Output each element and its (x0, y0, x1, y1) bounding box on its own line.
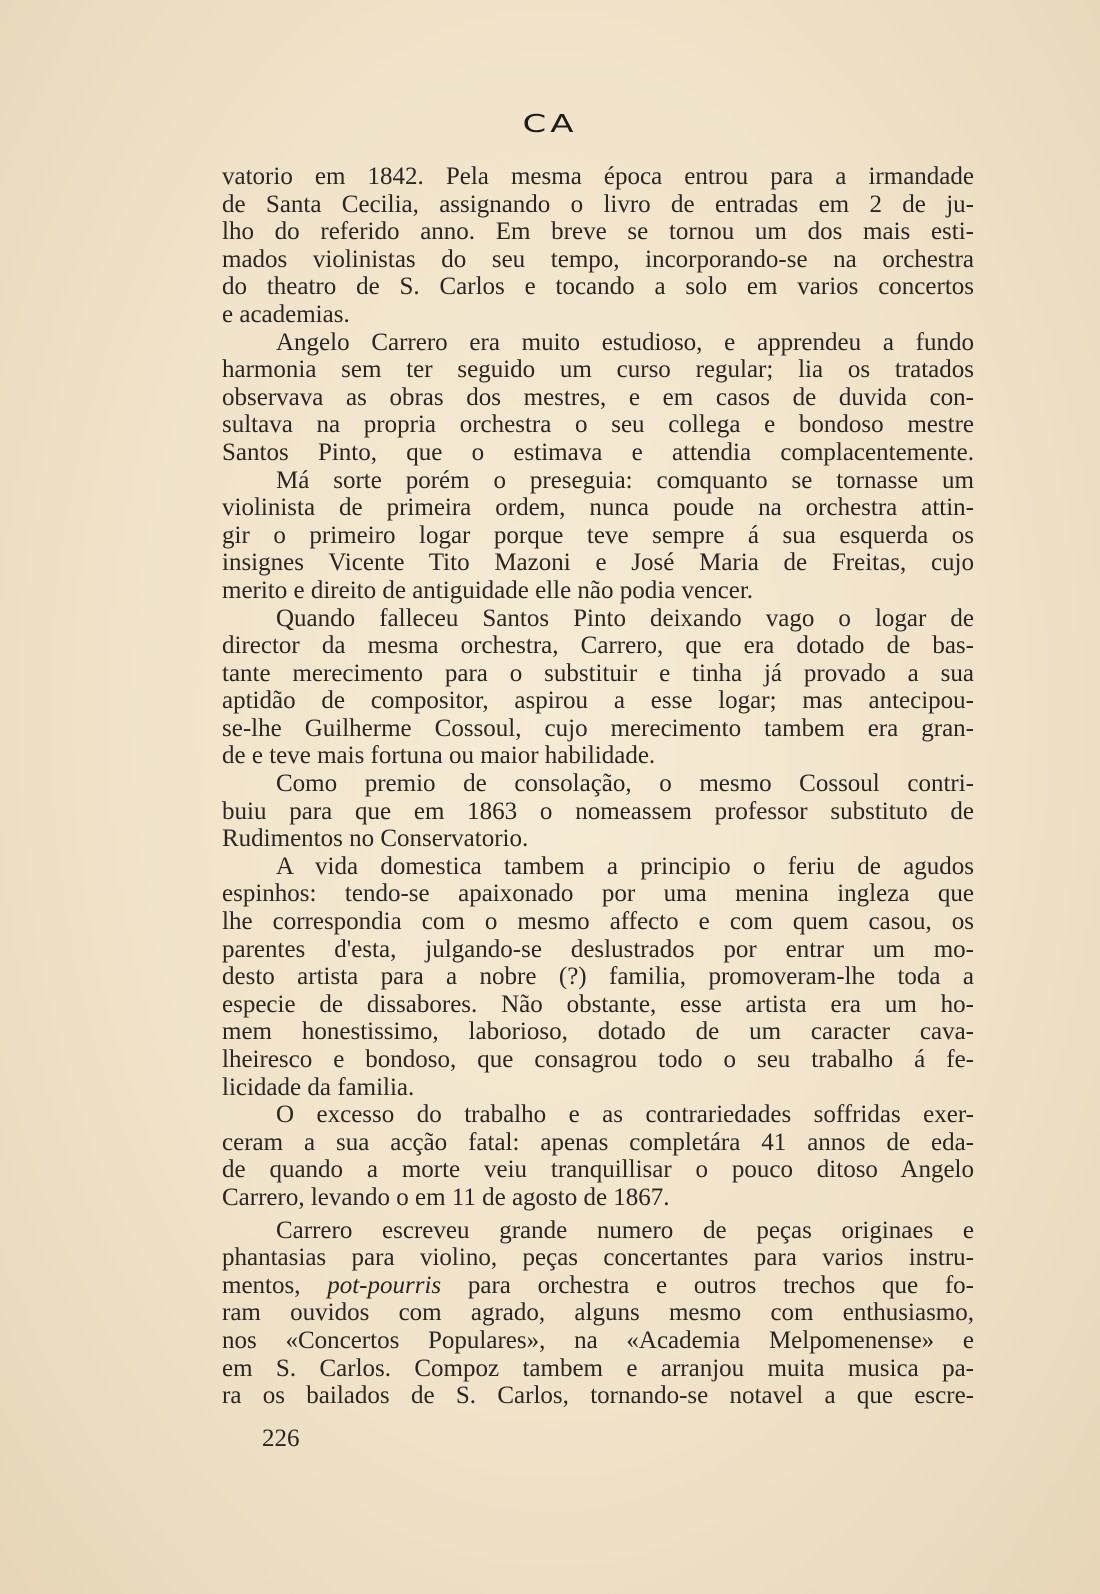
text-line: director da mesma orchestra, Carrero, que era dotado de bas- (222, 632, 974, 660)
text-line: harmonia sem ter seguido um curso regular; lia os tratados (222, 356, 974, 384)
text-line: insignes Vicente Tito Mazoni e José Maria de Freitas, cujo (222, 549, 974, 577)
text-line: e academias. (222, 300, 350, 328)
text-line: de quando a morte veiu tranquillisar o pouco ditoso Angelo (222, 1156, 974, 1184)
text-line: A vida domestica tambem a principio o feriu de agudos (276, 852, 974, 880)
text-line: Quando falleceu Santos Pinto deixando vago o logar de (276, 604, 974, 632)
text-line: em S. Carlos. Compoz tambem e arranjou muita musica pa- (222, 1354, 974, 1382)
page-number: 226 (262, 1425, 300, 1452)
text-line: desto artista para a nobre (?) familia, promoveram-lhe toda a (222, 963, 974, 991)
text-line: ra os bailados de S. Carlos, tornando-se notavel a que escre- (222, 1382, 974, 1410)
text-line: de e teve mais fortuna ou maior habilidade. (222, 742, 656, 770)
text-line: espinhos: tendo-se apaixonado por uma menina ingleza que (222, 880, 974, 908)
text-line: observava as obras dos mestres, e em casos de duvida con- (222, 383, 974, 411)
text-line: lhe correspondia com o mesmo affecto e com quem casou, os (222, 908, 974, 936)
text-line: lho do referido anno. Em breve se tornou um dos mais esti- (222, 218, 974, 246)
text-line: mados violinistas do seu tempo, incorporando-se na orchestra (222, 245, 974, 273)
text-line: vatorio em 1842. Pela mesma época entrou para a irmandade (222, 163, 974, 190)
text-line: aptidão de compositor, aspirou a esse logar; mas antecipou- (222, 687, 974, 715)
text-line: phantasias para violino, peças concertantes para varios instru- (222, 1244, 974, 1272)
text-line: Rudimentos no Conservatorio. (222, 825, 529, 853)
text-line: se-lhe Guilherme Cossoul, cujo merecimento tambem era gran- (222, 714, 974, 742)
text-line: Má sorte porém o preseguia: comquanto se tornasse um (276, 466, 974, 494)
text-line: Angelo Carrero era muito estudioso, e apprendeu a fundo (276, 328, 974, 356)
text-line: Santos Pinto, que o estimava e attendia complacentemente. (222, 438, 974, 466)
text-line: licidade da familia. (222, 1073, 415, 1101)
text-line: nos «Concertos Populares», na «Academia Melpomenense» e (222, 1326, 974, 1354)
text-line: especie de dissabores. Não obstante, esse artista era um ho- (222, 990, 974, 1018)
text-line: Como premio de consolação, o mesmo Cossoul contri- (276, 770, 974, 798)
text-line: sultava na propria orchestra o seu collega e bondoso mestre (222, 411, 974, 439)
text-line: O excesso do trabalho e as contrariedades soffridas exer- (276, 1101, 974, 1129)
text-line: ram ouvidos com agrado, alguns mesmo com enthusiasmo, (222, 1299, 974, 1327)
body-text (222, 163, 974, 1410)
text-line: parentes d'esta, julgando-se deslustrados por entrar um mo- (222, 935, 974, 963)
text-line: do theatro de S. Carlos e tocando a solo em varios concertos (222, 273, 974, 301)
text-line: violinista de primeira ordem, nunca poude na orchestra attin- (222, 494, 974, 522)
text-line: buiu para que em 1863 o nomeassem professor substituto de (222, 797, 974, 825)
text-line: gir o primeiro logar porque teve sempre á sua esquerda os (222, 521, 974, 549)
running-head: CA (522, 109, 578, 139)
text-line: tante merecimento para o substituir e tinha já provado a sua (222, 659, 974, 687)
text-line: Carrero, levando o em 11 de agosto de 1867. (222, 1183, 670, 1211)
text-line: Carrero escreveu grande numero de peças originaes e (276, 1216, 974, 1244)
text-line: mentos, pot-pourris para orchestra e outros trechos que fo- (222, 1271, 975, 1299)
text-line: lheiresco e bondoso, que consagrou todo o seu trabalho á fe- (222, 1046, 974, 1073)
text-line: mem honestissimo, laborioso, dotado de um caracter cava- (222, 1018, 974, 1046)
text-line: ceram a sua acção fatal: apenas completára 41 annos de eda- (222, 1128, 974, 1156)
text-line: de Santa Cecilia, assignando o livro de entradas em 2 de ju- (222, 190, 974, 218)
text-line: merito e direito de antiguidade elle não podia vencer. (222, 576, 754, 604)
